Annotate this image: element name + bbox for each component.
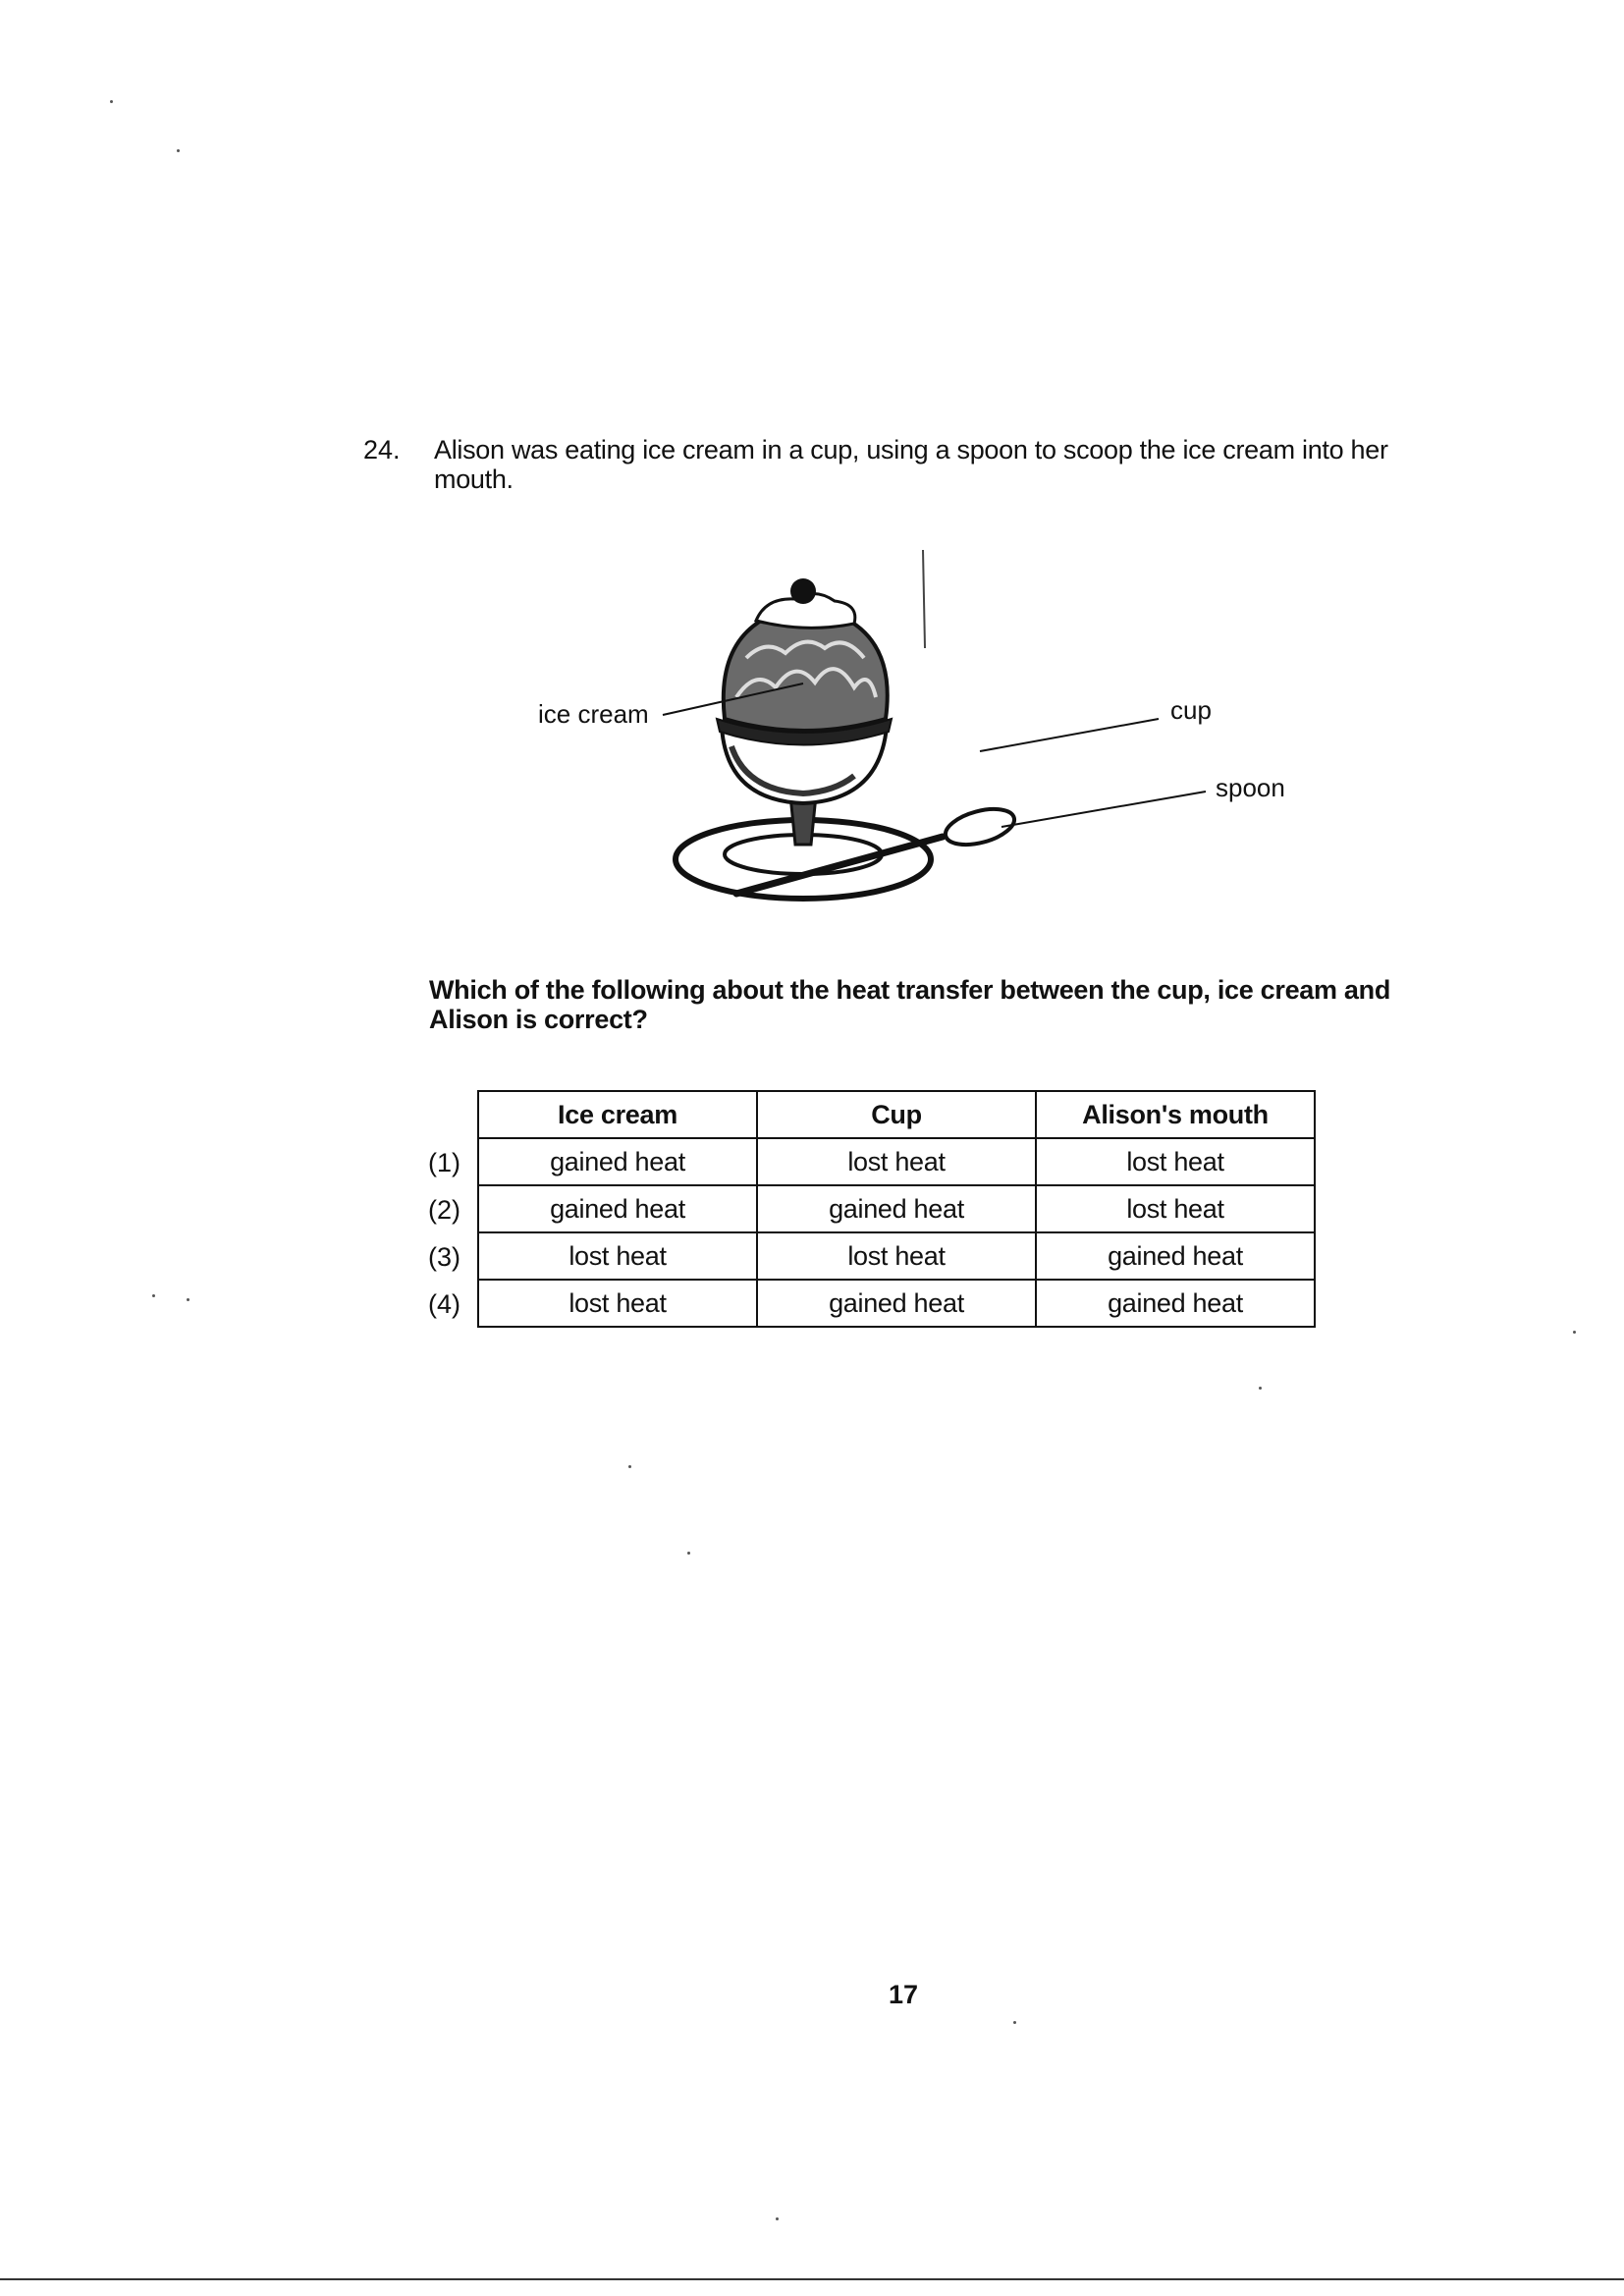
option-cell-cup: lost heat <box>756 1231 1037 1281</box>
cherry-shape <box>790 578 816 604</box>
option-cell-ice-cream: lost heat <box>477 1231 758 1281</box>
option-cell-alisons-mouth: gained heat <box>1035 1231 1316 1281</box>
option-row-1[interactable] <box>428 1139 1316 1186</box>
option-number[interactable]: (4) <box>428 1288 460 1319</box>
page-number: 17 <box>889 1980 919 2009</box>
option-cell-ice-cream: gained heat <box>477 1137 758 1186</box>
scan-speck <box>776 2217 779 2220</box>
cup-label: cup <box>1170 695 1212 725</box>
stick-shape <box>923 550 925 648</box>
ice-cream-cup-figure <box>511 550 1316 923</box>
scan-speck <box>187 1298 189 1301</box>
option-cell-alisons-mouth: lost heat <box>1035 1184 1316 1233</box>
cup-leader-line <box>980 719 1159 751</box>
question-text: Alison was eating ice cream in a cup, using a spoon to scoop the ice cream into her mouth. <box>434 435 1388 494</box>
table-header-row <box>428 1092 1316 1139</box>
header-alisons-mouth: Alison's mouth <box>1035 1090 1316 1139</box>
option-number[interactable]: (1) <box>428 1147 460 1177</box>
answer-options-table <box>428 1092 1316 1328</box>
scan-speck <box>687 1552 690 1555</box>
option-cell-alisons-mouth: gained heat <box>1035 1279 1316 1328</box>
ice-cream-cup-illustration <box>511 550 1316 923</box>
option-cell-cup: gained heat <box>756 1184 1037 1233</box>
option-number[interactable]: (3) <box>428 1241 460 1272</box>
ice-cream-label: ice cream <box>538 699 649 729</box>
footer-rule <box>0 2278 1624 2280</box>
option-row-3[interactable] <box>428 1233 1316 1281</box>
option-number[interactable]: (2) <box>428 1194 460 1225</box>
scan-speck <box>177 149 180 152</box>
scan-speck <box>110 100 113 103</box>
question-prompt: Which of the following about the heat transfer between the cup, ice cream and Alison is correct? <box>429 975 1391 1034</box>
header-ice-cream: Ice cream <box>477 1090 758 1139</box>
scan-speck <box>1259 1387 1262 1390</box>
spoon-label: spoon <box>1216 773 1285 802</box>
question-number: 24. <box>363 435 401 465</box>
option-cell-cup: gained heat <box>756 1279 1037 1328</box>
scan-speck <box>1573 1331 1576 1334</box>
option-cell-alisons-mouth: lost heat <box>1035 1137 1316 1186</box>
spoon-leader-line <box>1001 792 1206 827</box>
option-cell-ice-cream: gained heat <box>477 1184 758 1233</box>
option-cell-ice-cream: lost heat <box>477 1279 758 1328</box>
scan-speck <box>152 1294 155 1297</box>
option-row-4[interactable] <box>428 1281 1316 1328</box>
option-cell-cup: lost heat <box>756 1137 1037 1186</box>
header-cup: Cup <box>756 1090 1037 1139</box>
option-row-2[interactable] <box>428 1186 1316 1233</box>
option-number-spacer <box>428 1092 479 1139</box>
scan-speck <box>628 1465 631 1468</box>
scan-speck <box>1013 2021 1016 2024</box>
